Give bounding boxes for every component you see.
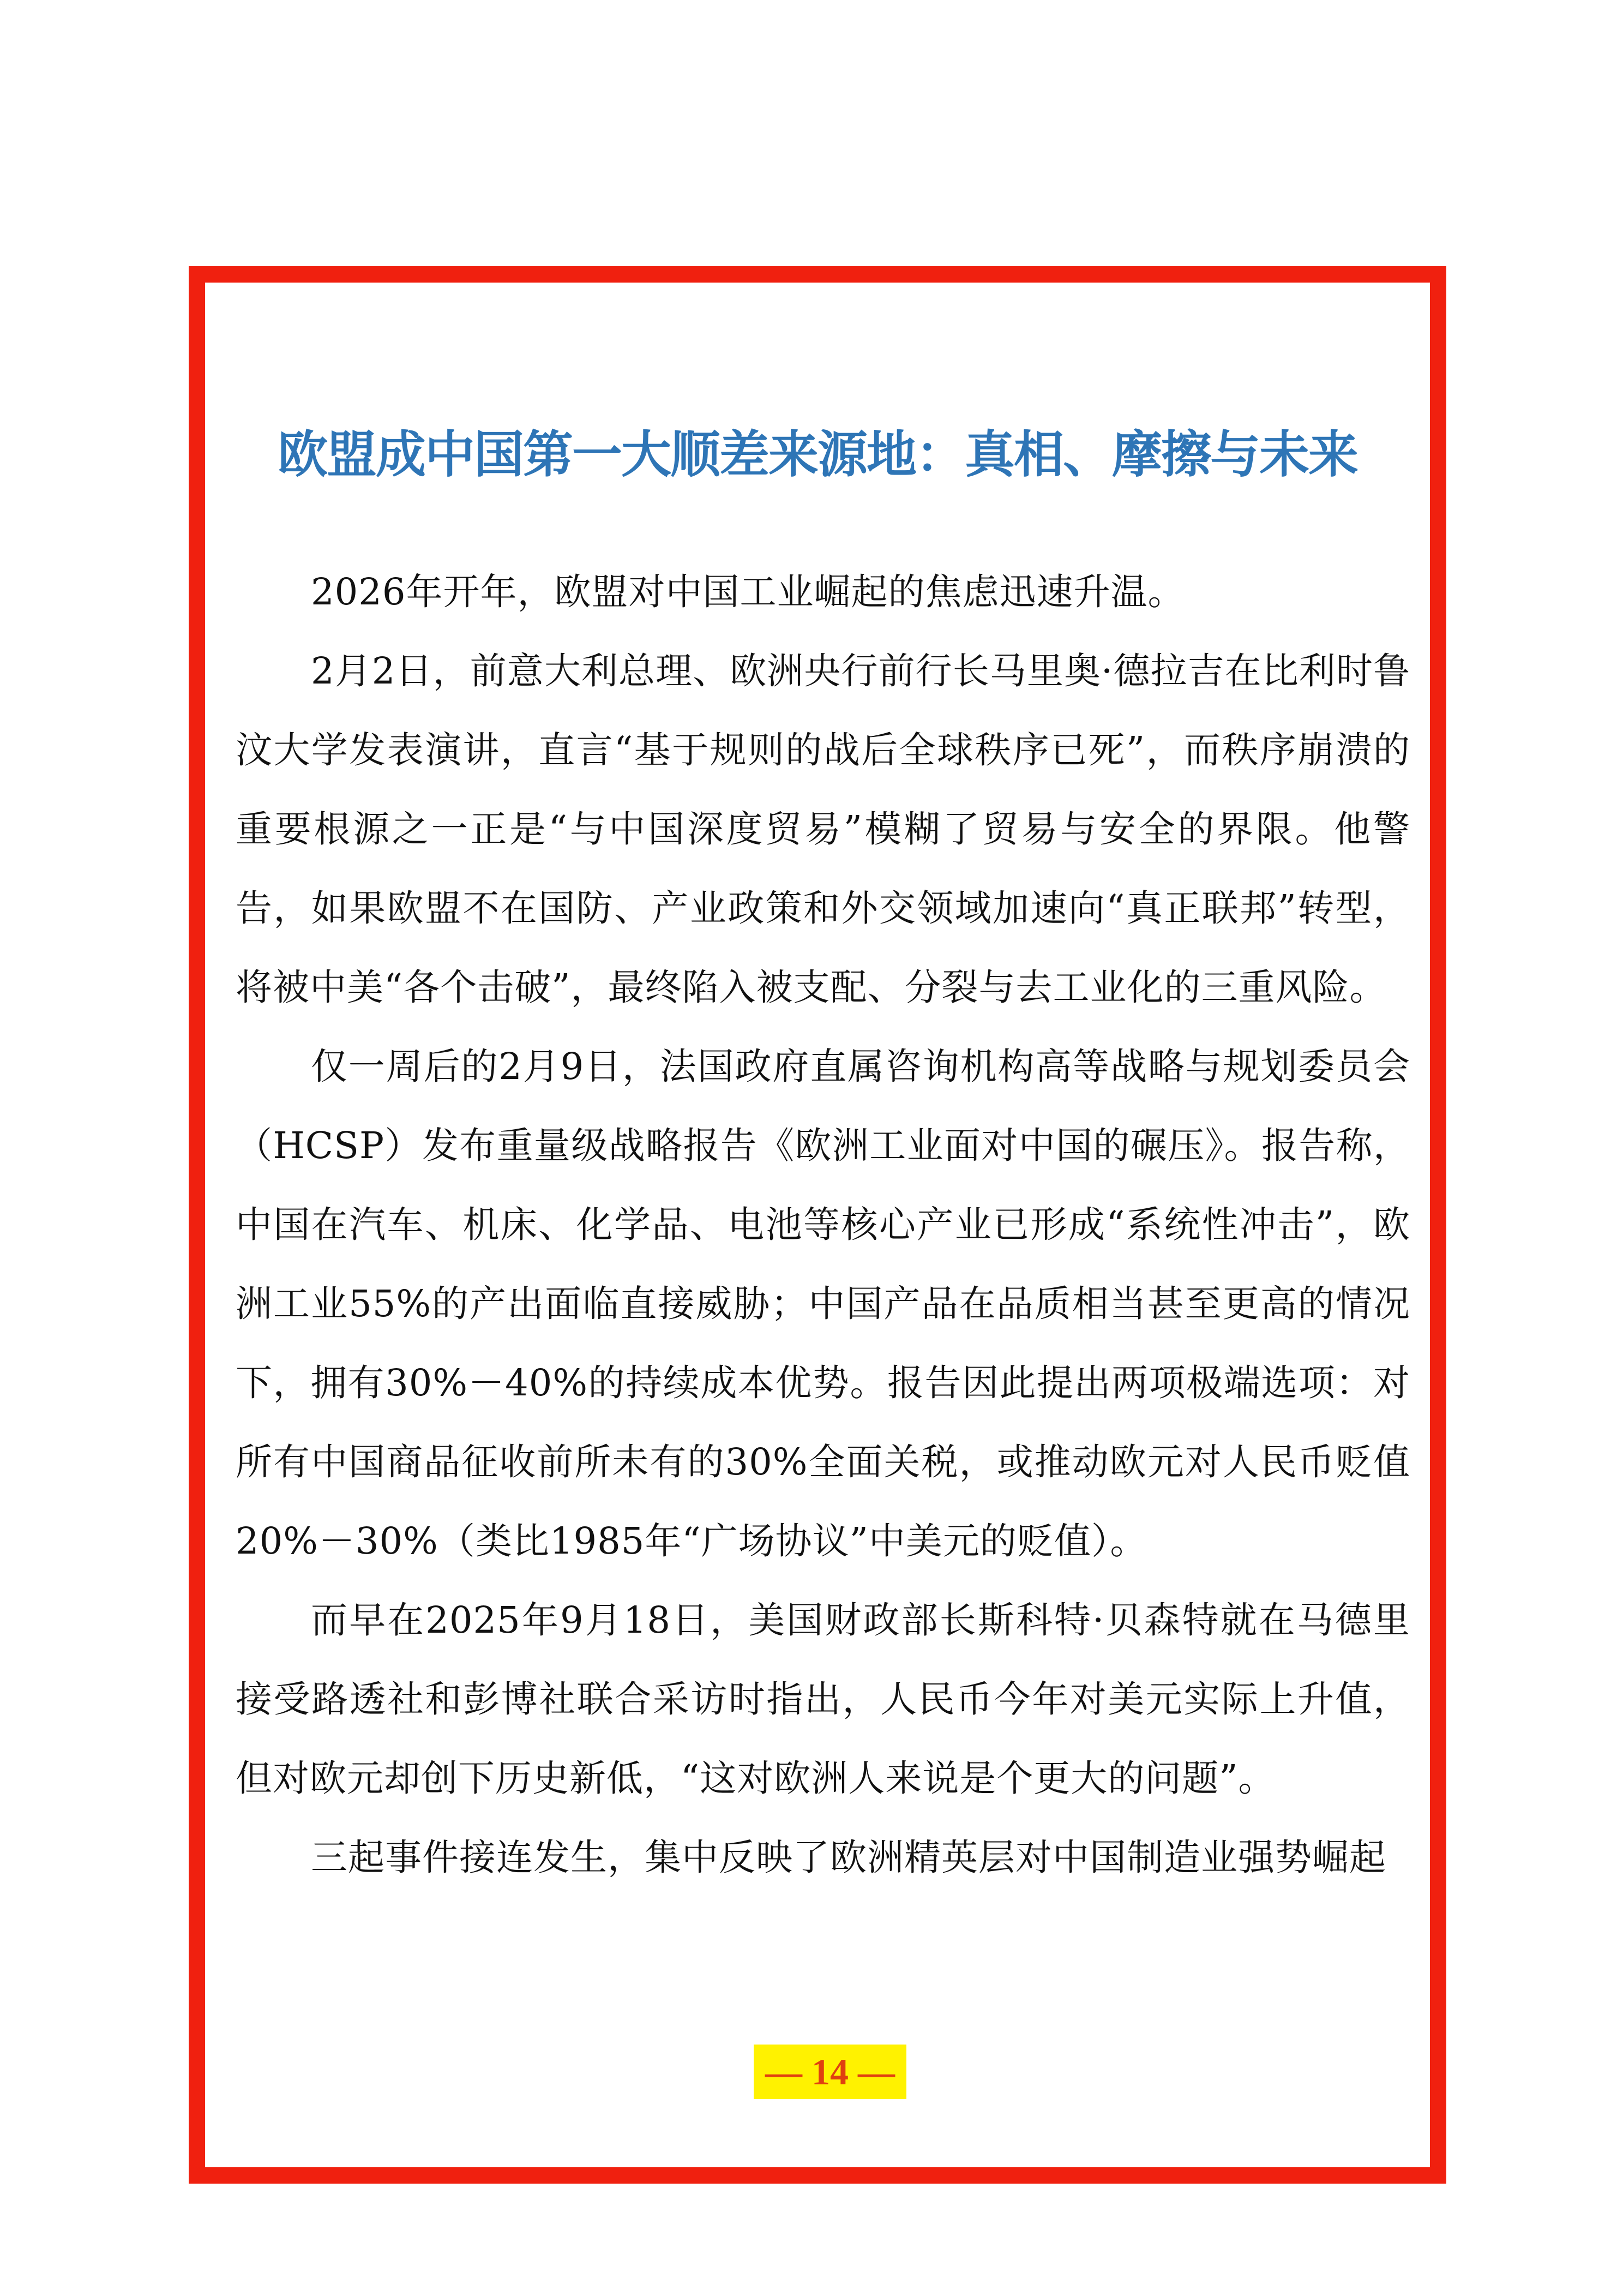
article-title: 欧盟成中国第一大顺差来源地：真相、摩擦与未来 — [277, 424, 1357, 484]
article-body — [236, 553, 1410, 1897]
paragraph-4: 而早在2025年9月18日，美国财政部长斯科特·贝森特就在马德里接受路透社和彭博社联合采访时指出，人民币今年对美元实际上升值，但对欧元却创下历史新低，“这对欧洲人来说是个更大的问题”。 — [236, 1599, 1410, 1800]
paragraph-3: 仅一周后的2月9日，法国政府直属咨询机构高等战略与规划委员会（HCSP）发布重量级战略报告《欧洲工业面对中国的碾压》。报告称，中国在汽车、机床、化学品、电池等核心产业已形成“系统性冲击”，欧洲工业55%的产出面临直接威胁；中国产品在品质相当甚至更高的情况下，拥有30%－40%的持续成本优势。报告因此提出两项极端选项：对所有中国商品征收前所未有的30%全面关税，或推动欧元对人民币贬值20%－30%（类比1985年“广场协议”中美元的贬值）。 — [236, 1045, 1410, 1562]
page-frame — [189, 266, 1446, 2184]
paragraph-2: 2月2日，前意大利总理、欧洲央行前行长马里奥·德拉吉在比利时鲁汶大学发表演讲，直言“基于规则的战后全球秩序已死”，而秩序崩溃的重要根源之一正是“与中国深度贸易”模糊了贸易与安全的界限。他警告，如果欧盟不在国防、产业政策和外交领域加速向“真正联邦”转型，将被中美“各个击破”，最终陷入被支配、分裂与去工业化的三重风险。 — [236, 650, 1410, 1009]
paragraph-1: 2026年开年，欧盟对中国工业崛起的焦虑迅速升温。 — [311, 571, 1185, 613]
paragraph-5: 三起事件接连发生，集中反映了欧洲精英层对中国制造业强势崛起 — [311, 1836, 1386, 1879]
page-number: — 14 — — [754, 2045, 906, 2099]
